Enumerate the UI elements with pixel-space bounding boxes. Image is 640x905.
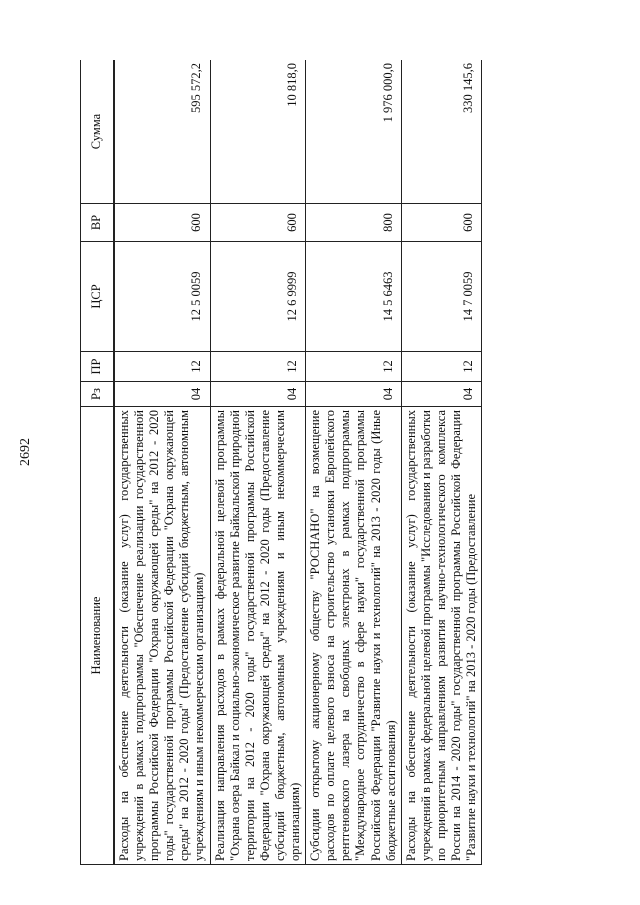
row-sum: 1 976 000,0 bbox=[306, 60, 402, 204]
budget-table bbox=[80, 60, 482, 865]
header-pr: ПР bbox=[81, 352, 115, 382]
row-vr: 600 bbox=[401, 204, 481, 242]
row-csr: 14 5 6463 bbox=[306, 242, 402, 352]
row-rz: 04 bbox=[114, 382, 210, 407]
row-vr: 600 bbox=[114, 204, 210, 242]
row-pr: 12 bbox=[306, 352, 402, 382]
row-sum: 595 572,2 bbox=[114, 60, 210, 204]
header-sum: Сумма bbox=[81, 60, 115, 204]
page-number-text: 2692 bbox=[18, 438, 33, 466]
table-row bbox=[401, 60, 481, 865]
row-vr: 800 bbox=[306, 204, 402, 242]
table-row bbox=[114, 60, 210, 865]
header-name: Наименование bbox=[81, 407, 115, 865]
header-row bbox=[81, 60, 115, 865]
page-number bbox=[12, 438, 40, 466]
row-vr: 600 bbox=[210, 204, 306, 242]
table-row bbox=[210, 60, 306, 865]
table-row bbox=[306, 60, 402, 865]
row-pr: 12 bbox=[114, 352, 210, 382]
row-rz: 04 bbox=[210, 382, 306, 407]
header-rz: Рз bbox=[81, 382, 115, 407]
rotated-table-wrapper bbox=[80, 60, 615, 865]
row-name: Реализация направления расходов в рамках федеральной целевой программы "Охрана озера Байкал и социально-экономическое развитие Байкальской природной территории на 2012 - 2020 годы" государственной программы Российской Федерации "Охрана окружающей среды" на 2012 - 2020 годы (Предоставление субсидий бюджетным, автономным учреждениям и иным некоммерческим организациям) bbox=[210, 407, 306, 865]
row-sum: 10 818,0 bbox=[210, 60, 306, 204]
header-vr: ВР bbox=[81, 204, 115, 242]
row-csr: 14 7 0059 bbox=[401, 242, 481, 352]
row-csr: 12 5 0059 bbox=[114, 242, 210, 352]
row-pr: 12 bbox=[210, 352, 306, 382]
row-pr: 12 bbox=[401, 352, 481, 382]
row-name: Субсидии открытому акционерному обществу "РОСНАНО" на возмещение расходов по оплате целевого взноса на строительство установки Европейского рентгеновского лазера на свободных электронах в рамках подпрограммы "Международное сотрудничество в сфере науки" государственной программы Российской Федерации "Развитие науки и технологий" на 2013 - 2020 годы (Иные бюджетные ассигнования) bbox=[306, 407, 402, 865]
row-rz: 04 bbox=[401, 382, 481, 407]
row-name: Расходы на обеспечение деятельности (оказание услуг) государственных учреждений в рамках федеральной целевой программы "Исследования и разработки по приоритетным направлениям развития научно-технологического комплекса России на 2014 - 2020 годы" государственной программы Российской Федерации "Развитие науки и технологий" на 2013 - 2020 годы (Предоставление bbox=[401, 407, 481, 865]
header-csr: ЦСР bbox=[81, 242, 115, 352]
row-rz: 04 bbox=[306, 382, 402, 407]
rotated-page bbox=[80, 60, 615, 865]
row-name: Расходы на обеспечение деятельности (оказание услуг) государственных учреждений в рамках подпрограммы "Обеспечение реализации государственной программы Российской Федерации "Охрана окружающей среды" на 2012 - 2020 годы" государственной программы Российской Федерации "Охрана окружающей среды" на 2012 - 2020 годы" (Предоставление субсидий бюджетным, автономным учреждениям и иным некоммерческим организациям) bbox=[114, 407, 210, 865]
row-sum: 330 145,6 bbox=[401, 60, 481, 204]
row-csr: 12 6 9999 bbox=[210, 242, 306, 352]
